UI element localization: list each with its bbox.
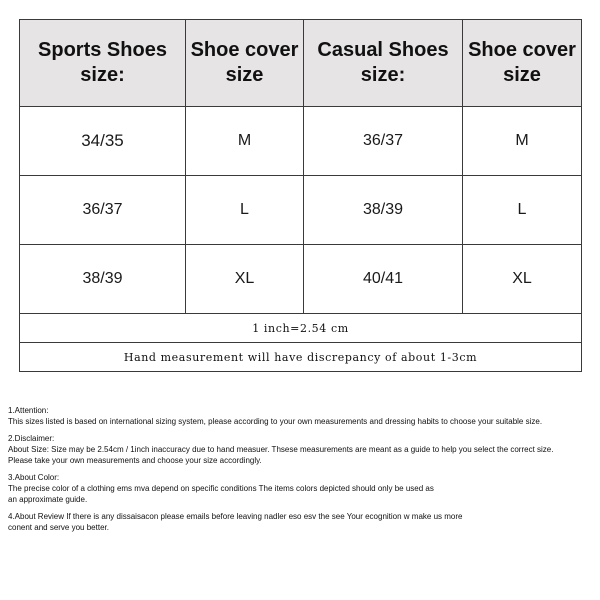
table-cell: 36/37 — [20, 176, 186, 245]
section-text: Please take your own measurements and choose your size accordingly. — [8, 456, 262, 465]
review-section — [8, 511, 598, 533]
size-chart — [19, 19, 581, 374]
section-title: 4.About Review If there is any dissaisacon please emails before leaving nadler eso esv the see Your ecognition w make us more — [8, 512, 463, 521]
table-cell: 36/37 — [304, 107, 463, 176]
section-title: 1.Attention: — [8, 406, 49, 415]
header-sports-shoes-size: Sports Shoes size: — [20, 20, 186, 107]
section-text: This sizes listed is based on international sizing system, please according to your own measurements and dressing habits to choose your suitable size. — [8, 417, 543, 426]
table-cell: XL — [186, 245, 304, 314]
attention-section — [8, 405, 598, 427]
header-row — [20, 20, 582, 107]
section-text: conent and serve you better. — [8, 523, 109, 532]
table-row — [20, 176, 582, 245]
table-cell: 34/35 — [20, 107, 186, 176]
table-cell: M — [186, 107, 304, 176]
table-cell: L — [463, 176, 582, 245]
header-casual-shoes-size: Casual Shoes size: — [304, 20, 463, 107]
section-text: The precise color of a clothing ems mva depend on specific conditions The items colors depicted should only be used as — [8, 484, 434, 493]
table-note-row — [20, 314, 582, 343]
inch-conversion-note: 1 inch=2.54 cm — [20, 314, 582, 343]
table-cell: 40/41 — [304, 245, 463, 314]
disclaimer-section — [8, 433, 598, 466]
table-cell: 38/39 — [20, 245, 186, 314]
header-shoe-cover-size: Shoe cover size — [463, 20, 582, 107]
section-text: an approximate guide. — [8, 495, 88, 504]
section-text: About Size: Size may be 2.54cm / 1inch inaccuracy due to hand measuer. Thsese measurements are meant as a guide to help you select the correct size. — [8, 445, 554, 454]
color-section — [8, 472, 598, 505]
table-row — [20, 245, 582, 314]
table-cell: XL — [463, 245, 582, 314]
size-notes — [8, 405, 598, 539]
table-note-row — [20, 343, 582, 372]
table-row — [20, 107, 582, 176]
table-cell: M — [463, 107, 582, 176]
table-cell: L — [186, 176, 304, 245]
table-cell: 38/39 — [304, 176, 463, 245]
header-shoe-cover-size: Shoe cover size — [186, 20, 304, 107]
measurement-discrepancy-note: Hand measurement will have discrepancy of about 1-3cm — [20, 343, 582, 372]
size-table — [19, 19, 582, 372]
section-title: 3.About Color: — [8, 473, 60, 482]
section-title: 2.Disclaimer: — [8, 434, 55, 443]
